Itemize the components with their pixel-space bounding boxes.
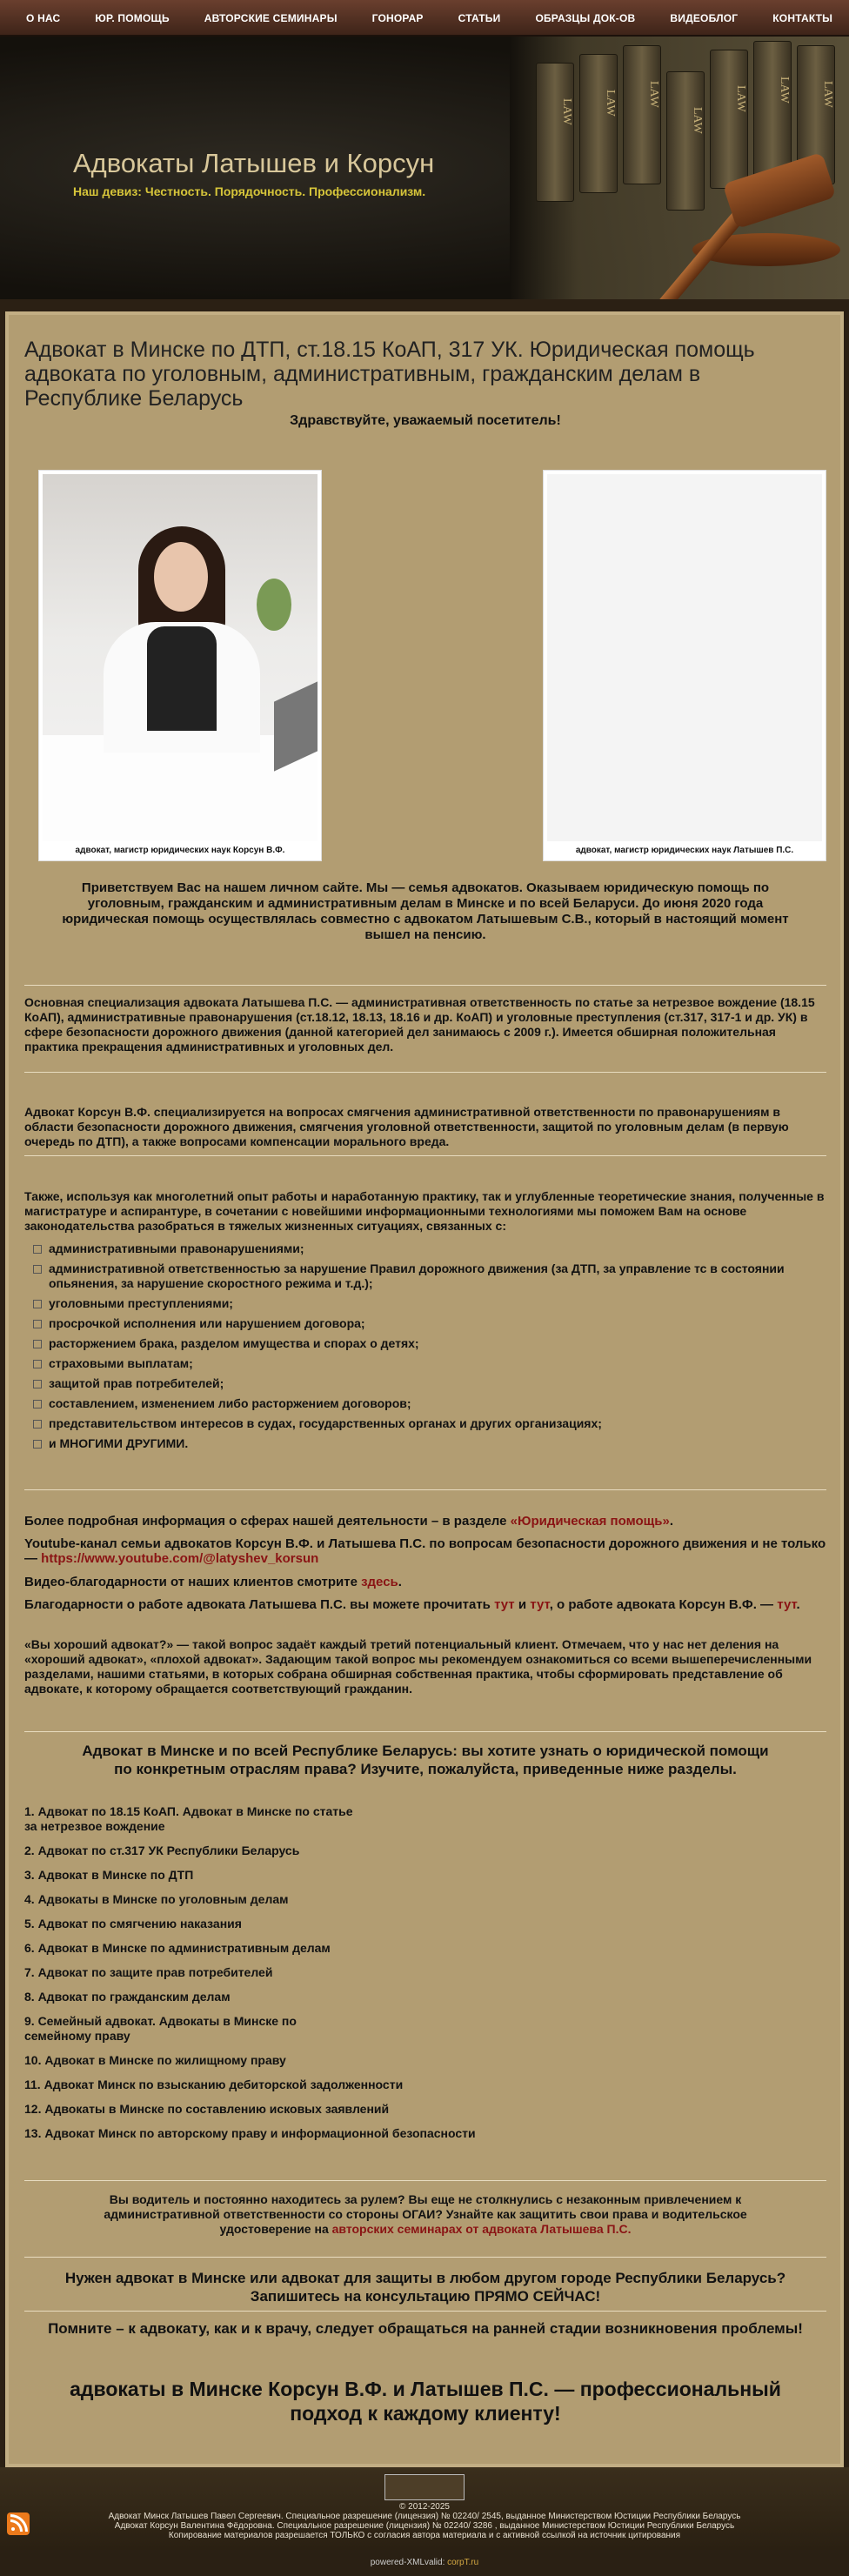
divider [24, 985, 826, 986]
counter-badge[interactable] [384, 2474, 465, 2500]
experience-text: Также, используя как многолетний опыт работы и наработанную практику, так и углубленные теоретические знания, полученные в магистратуре и аспирантуре, в сочетании с новейшими информационными технологиями мы поможем Вам на основе законодательства разобраться в тяжелых жизненных ситуациях, связанных с: [24, 1189, 825, 1233]
footer [0, 2467, 849, 2550]
greeting: Здравствуйте, уважаемый посетитель! [290, 413, 561, 428]
photo-korsun [38, 470, 322, 861]
license-korsun: Адвокат Корсун Валентина Фёдоровна. Специальное разрешение (лицензия) № 02240/ 3286 , выданное Министерством Юстиции Республики Беларусь [114, 2521, 735, 2531]
site-motto: Наш девиз: Честность. Порядочность. Профессионализм. [73, 184, 426, 198]
nav-legal-help[interactable]: ЮР. ПОМОЩЬ [95, 12, 170, 24]
section-link[interactable]: 11. Адвокат Минск по взысканию дебиторской задолженности [24, 2078, 404, 2091]
nav-articles[interactable]: СТАТЬИ [458, 12, 501, 24]
law-book: LAW [579, 54, 618, 193]
header-banner [0, 37, 849, 299]
section-link[interactable]: 13. Адвокат Минск по авторскому праву и информационной безопасности [24, 2126, 476, 2140]
law-book: LAW [536, 63, 574, 202]
photo-caption: адвокат, магистр юридических наук Корсун В.Ф. [75, 846, 285, 855]
section-link[interactable]: 9. Семейный адвокат. Адвокаты в Минске по семейному праву [24, 2014, 297, 2043]
law-book: LAW [797, 45, 835, 184]
divider [24, 1155, 826, 1156]
list-item: представительством интересов в судах, государственных органах и других организациях; [33, 1416, 816, 1431]
client-thanks: Благодарности о работе адвоката Латышева П.С. вы можете прочитать тут и тут, о работе адвоката Корсун В.Ф. — тут. [24, 1597, 800, 1612]
section-link[interactable]: 4. Адвокаты в Минске по уголовным делам [24, 1892, 289, 1906]
spec-latyshev: Основная специализация адвоката Латышева П.С. — административная ответственность по статье за нетрезвое вождение (18.15 КоАП), административные правонарушения (ст.18.12, 18.13, 18.16 и др. КоАП) и уголовные преступления (ст.317, 317-1 и др. УК) в сфере безопасности дорожного движения (данной категорией дел занимаюсь с 2009 г.). Имеется обширная положительная практика прекращения административных и уголовных дел. [24, 995, 815, 1054]
license-latyshev: Адвокат Минск Латышев Павел Сергеевич. Специальное разрешение (лицензия) № 02240/ 2545, выданное Министерством Юстиции Республики Беларусь [108, 2512, 741, 2521]
section-link[interactable]: 1. Адвокат по 18.15 КоАП. Адвокат в Минске по статье за нетрезвое вождение [24, 1804, 353, 1833]
powered-link[interactable]: corpT.ru [447, 2558, 479, 2567]
list-item: административными правонарушениями; [33, 1241, 816, 1256]
lawyer-photo-placeholder [547, 474, 822, 841]
copyright: © 2012-2025 [399, 2502, 450, 2512]
divider [24, 1731, 826, 1732]
more-info: Более подробная информация о сферах нашей деятельности – в разделе «Юридическая помощь». [24, 1514, 674, 1529]
list-item: защитой прав потребителей; [33, 1376, 816, 1391]
lawyer-photo [43, 474, 318, 841]
divider [24, 2257, 826, 2258]
copy-policy: Копирование материалов разрешается ТОЛЬКО с согласия автора материала и с активной ссылкой на источник цитирования [168, 2531, 681, 2540]
powered-bar: powered-XMLvalid: corpT.ru [0, 2550, 849, 2576]
photo-caption: адвокат, магистр юридических наук Латышев П.С. [575, 846, 794, 855]
list-item: расторжением брака, разделом имущества и спорах о детях; [33, 1336, 816, 1351]
need-lawyer-cta: Нужен адвокат в Минске или адвокат для защиты в любом другом городе Республики Беларусь? Запишитесь на консультацию ПРЯМО СЕЙЧАС! [64, 2270, 786, 2305]
law-sections-list [24, 1804, 546, 2151]
law-book: LAW [623, 45, 661, 184]
section-link[interactable]: 10. Адвокат в Минске по жилищному праву [24, 2053, 286, 2067]
section-link[interactable]: 12. Адвокаты в Минске по составлению исковых заявлений [24, 2102, 390, 2116]
seminars-link[interactable]: авторских семинарах от адвоката Латышева П.С. [331, 2222, 632, 2236]
good-lawyer-text: «Вы хороший адвокат?» — такой вопрос задаёт каждый третий потенциальный клиент. Отмечаем, что у нас нет деления на «хороший адвокат», «плохой адвокат». Задающим такой вопрос мы рекомендуем ознакомиться со всеми вышеперечисленными разделами, нашими статьями, в которых собрана обширная собственная практика, чтобы сформировать представление об адвокате, к которому обращается соответствующий гражданин. [24, 1637, 812, 1696]
site-title[interactable]: Адвокаты Латышев и Корсун [73, 148, 435, 178]
practice-areas-list [33, 1241, 816, 1456]
legal-help-link[interactable]: «Юридическая помощь» [510, 1514, 670, 1529]
list-item: составлением, изменением либо расторжением договоров; [33, 1396, 816, 1411]
drivers-text: Вы водитель и постоянно находитесь за рулем? Вы еще не столкнулись с незаконным привлечением к административной ответственности со стороны ОГАИ? Узнайте как защитить свои права и водительское удостоверение на авторских семинарах от адвоката Латышева П.С. [104, 2192, 747, 2236]
list-item: страховыми выплатам; [33, 1356, 816, 1371]
spec-korsun: Адвокат Корсун В.Ф. специализируется на вопросах смягчения административной ответственности по правонарушениям в области безопасности дорожного движения, смягчения уголовной ответственности, защитой по уголовным делам (в первую очередь по ДТП), а также вопросами компенсации морального вреда. [24, 1105, 789, 1148]
sections-heading: Адвокат в Минске и по всей Республике Беларусь: вы хотите узнать о юридической помощи по конкретным отраслям права? Изучите, пожалуйста, приведенные ниже разделы. [82, 1743, 769, 1777]
section-link[interactable]: 6. Адвокат в Минске по административным делам [24, 1941, 331, 1955]
youtube-link[interactable]: https://www.youtube.com/@latyshev_korsun [41, 1551, 319, 1566]
remember-text: Помните – к адвокату, как и к врачу, следует обращаться на ранней стадии возникновения проблемы! [48, 2320, 803, 2337]
section-link[interactable]: 2. Адвокат по ст.317 УК Республики Беларусь [24, 1843, 300, 1857]
nav-contacts[interactable]: КОНТАКТЫ [772, 12, 833, 24]
nav-fee[interactable]: ГОНОРАР [371, 12, 424, 24]
video-thanks-link[interactable]: здесь [361, 1575, 398, 1589]
thanks-link[interactable]: тут [530, 1597, 550, 1612]
page-title: Адвокат в Минске по ДТП, ст.18.15 КоАП, 317 УК. Юридическая помощь адвоката по уголовным, административным, гражданским делам в Республике Беларусь [24, 338, 755, 411]
divider [24, 1072, 826, 1073]
nav-seminars[interactable]: АВТОРСКИЕ СЕМИНАРЫ [204, 12, 338, 24]
photo-latyshev [543, 470, 826, 861]
law-book: LAW [753, 41, 792, 180]
law-book: LAW [710, 50, 748, 189]
list-item: просрочкой исполнения или нарушением договора; [33, 1316, 816, 1331]
nav-videoblog[interactable]: ВИДЕОБЛОГ [670, 12, 739, 24]
divider [24, 2180, 826, 2181]
law-books-image [510, 37, 849, 299]
video-thanks: Видео-благодарности от наших клиентов смотрите здесь. [24, 1575, 402, 1589]
section-link[interactable]: 7. Адвокат по защите прав потребителей [24, 1965, 273, 1979]
footer-text [0, 2502, 849, 2540]
section-link[interactable]: 3. Адвокат в Минске по ДТП [24, 1868, 194, 1882]
thanks-link[interactable]: тут [494, 1597, 515, 1612]
list-item: административной ответственностью за нарушение Правил дорожного движения (за ДТП, за управление тс в состоянии опьянения, за нарушение скоростного режима и т.д.); [33, 1261, 816, 1291]
law-book: LAW [666, 71, 705, 211]
list-item: уголовными преступлениями; [33, 1296, 816, 1311]
divider [24, 1489, 826, 1490]
section-link[interactable]: 8. Адвокат по гражданским делам [24, 1990, 231, 2004]
nav-document-samples[interactable]: ОБРАЗЦЫ ДОК-ОВ [535, 12, 636, 24]
section-link[interactable]: 5. Адвокат по смягчению наказания [24, 1917, 242, 1930]
welcome-text: Приветствуем Вас на нашем личном сайте. Мы — семья адвокатов. Оказываем юридическую помощь по уголовным, гражданским и административным делам в Минске и по всей Беларуси. До июня 2020 года юридическая помощь осуществлялась совместно с адвокатом Латышевым С.В., который в настоящий момент вышел на пенсию. [62, 880, 789, 942]
divider [24, 2311, 826, 2312]
main-content [5, 311, 844, 2467]
youtube-info: Youtube-канал семьи адвокатов Корсун В.Ф. и Латышева П.С. по вопросам безопасности дорожного движения и не только — https://www.youtube.com/@latyshev_korsun [24, 1536, 826, 1566]
nav-about[interactable]: О НАС [26, 12, 61, 24]
list-item: и МНОГИМИ ДРУГИМИ. [33, 1436, 816, 1451]
thanks-link[interactable]: тут [777, 1597, 797, 1612]
slogan: адвокаты в Минске Корсун В.Ф. и Латышев П.С. — профессиональный подход к каждому клиенту! [70, 2378, 781, 2425]
top-navigation [0, 0, 849, 37]
